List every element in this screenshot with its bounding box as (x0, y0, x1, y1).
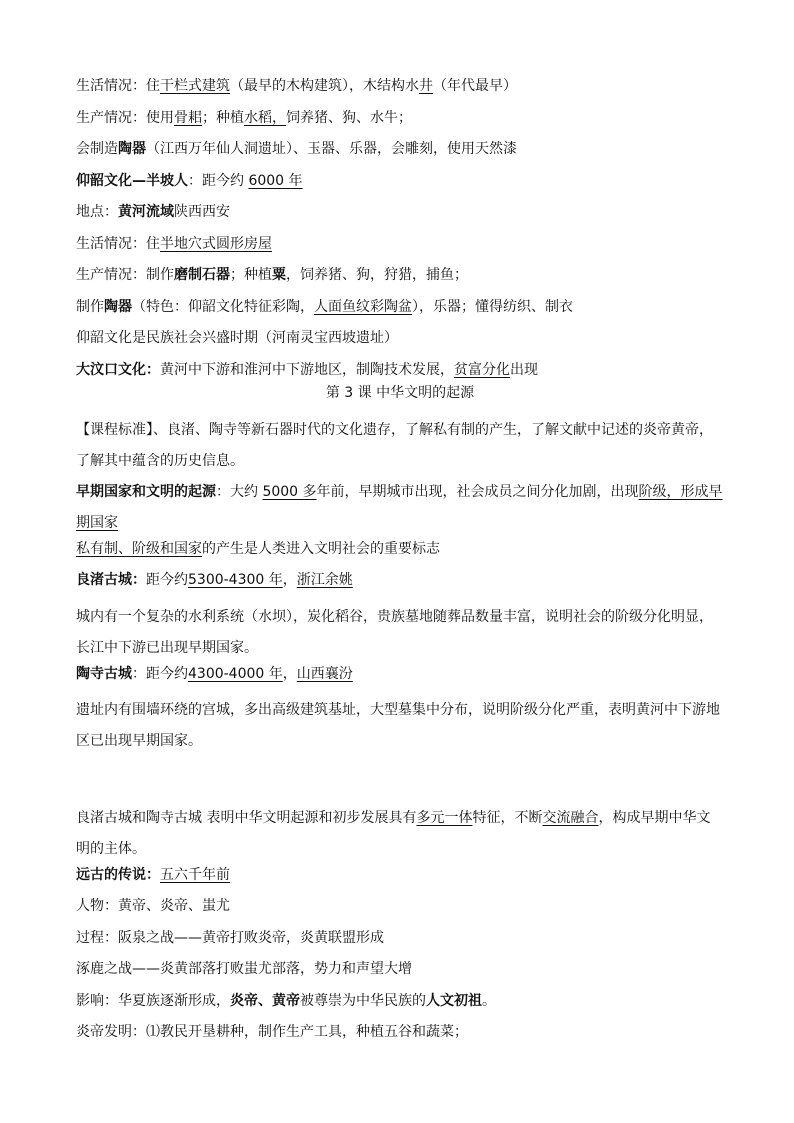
text-line (76, 991, 724, 1011)
text-line (76, 415, 724, 477)
text-run: 涿鹿之战——炎黄部落打败蚩尤部落，势力和声望大增 (76, 961, 412, 977)
text-run: ， (282, 665, 297, 682)
text-run: 人物：黄帝、炎帝、蚩尤 (76, 898, 230, 914)
blank-line (76, 757, 724, 791)
text-run: 过程：阪泉之战——黄帝打败炎帝，炎黄联盟形成 (76, 929, 384, 946)
bold-term: 黄河流域 (118, 204, 174, 220)
text-run: ：大约 (216, 483, 263, 500)
text-run: 生活情况：住 (76, 78, 160, 94)
underlined-text: 干栏式建筑 (160, 78, 230, 94)
text-line (76, 959, 724, 979)
bold-term: 磨制石器 (174, 267, 230, 283)
text-run: 生产情况：制作 (76, 267, 174, 283)
text-line (76, 171, 724, 191)
text-line (76, 76, 724, 96)
text-run: 炎帝发明：⑴教民开垦耕种，制作生产工具，种植五谷和蔬菜； (76, 1024, 468, 1040)
underlined-text: 半地穴式圆形房屋 (160, 235, 272, 252)
underlined-text: 水稻， (244, 109, 286, 126)
text-run: ：距今约 (132, 665, 188, 682)
text-run: 【课程标准】、良渚、陶寺等新石器时代的文化遗存，了解私有制的产生，了解文献中记述的炎帝黄帝，了解其中蕴含的历史信息。 (76, 421, 713, 469)
text-run: 特征，不断 (472, 809, 543, 826)
text-line (76, 360, 724, 380)
underlined-text: 4300-4000 年 (188, 665, 283, 682)
text-run: 距今约 (146, 572, 188, 588)
text-run: 年前，早期城市出现，社会成员之间分化加剧，出现 (316, 483, 639, 500)
bold-term: 陶寺古城 (76, 665, 132, 682)
text-line (76, 328, 724, 348)
text-run: 良渚古城和陶寺古城 表明中华文明起源和初步发展具有 (76, 809, 417, 826)
text-run: 陕西西安 (174, 204, 230, 220)
text-run: 仰韶文化是民族社会兴盛时期（河南灵宝西坡遗址） (76, 330, 398, 346)
text-run: 会制造 (76, 141, 118, 157)
text-line (76, 202, 724, 222)
text-line (76, 664, 724, 684)
underlined-text: 人面鱼纹彩陶盆 (314, 298, 412, 315)
text-run: 生活情况：住 (76, 235, 160, 252)
underlined-text: 骨耜 (174, 109, 202, 126)
text-run: 被尊崇为中华民族的 (300, 992, 426, 1009)
bold-term: 炎帝、黄帝 (230, 992, 300, 1009)
text-line (76, 695, 724, 757)
text-line (76, 928, 724, 948)
text-line (76, 896, 724, 916)
underlined-text: 多元一体 (416, 809, 473, 826)
text-run: 黄河中下游和淮河中下游地区，制陶技术发展， (160, 361, 454, 378)
text-line (76, 570, 724, 590)
text-run: 出现 (510, 361, 538, 378)
text-run: 生产情况：使用 (76, 109, 174, 126)
bold-term: 陶器 (104, 298, 132, 315)
bold-term: 良渚古城： (76, 572, 146, 588)
text-run: 制作 (76, 298, 104, 315)
text-line (76, 265, 724, 285)
text-line (76, 477, 724, 539)
text-run: ：距今约 (188, 172, 249, 189)
text-run: （特色：仰韶文化特征彩陶， (132, 298, 314, 315)
text-run: （江西万年仙人洞遗址）、玉器、乐器，会雕刻，使用天然漆 (146, 141, 517, 157)
document-body (76, 76, 724, 1054)
text-run: ；种植 (230, 267, 272, 283)
text-line (76, 865, 724, 885)
underlined-text: 5300-4300 年 (188, 572, 283, 588)
underlined-text: 5000 多 (262, 483, 317, 500)
text-line (76, 234, 724, 254)
bold-term: 大汶口文化： (76, 361, 160, 378)
text-run: （最早的木构建筑），木结构水 (230, 78, 419, 94)
bold-term: 陶器 (118, 141, 146, 157)
underlined-text: 贫富分化 (454, 361, 510, 378)
text-run: ），乐器；懂得纺织、制衣 (412, 298, 573, 315)
underlined-text: 山西襄汾 (296, 665, 353, 682)
underlined-text: 浙江余姚 (296, 572, 353, 588)
underlined-text: 阶级，形成早期国家 (76, 483, 723, 531)
text-run: ；种植 (202, 109, 244, 126)
underlined-text: 交流融合 (542, 809, 599, 826)
text-run: 地点： (76, 204, 118, 220)
text-run: 影响：华夏族逐渐形成， (76, 992, 230, 1009)
text-line (76, 602, 724, 664)
text-run: （年代最早） (433, 78, 517, 94)
text-line (76, 1022, 724, 1042)
text-run: 城内有一个复杂的水利系统（水坝），炭化稻谷，贵族墓地随葬品数量丰富，说明社会的阶级分化明显，长江中下游已出现早期国家。 (76, 608, 713, 656)
text-run: ，饲养猪、狗，狩猎，捕鱼； (286, 267, 468, 283)
bold-term: 仰韶文化—半坡人 (76, 172, 188, 189)
lesson-title (76, 383, 724, 403)
underlined-text: 6000 年 (248, 172, 303, 189)
text-run: 。 (482, 992, 496, 1009)
text-run: ， (282, 572, 297, 588)
text-run: 第 3 课 中华文明的起源 (325, 385, 475, 401)
underlined-text: 井 (419, 78, 433, 94)
text-line (76, 108, 724, 128)
text-line (76, 297, 724, 317)
text-run: 遗址内有围墙环绕的宫城，多出高级建筑基址，大型墓集中分布，说明阶级分化严重，表明黄河中下游地区已出现早期国家。 (76, 702, 720, 749)
bold-term: 早期国家和文明的起源 (76, 483, 216, 500)
text-run: ，构成早期中华文明的主体。 (76, 809, 711, 857)
underlined-text: 五六千年前 (160, 866, 230, 883)
bold-term: 远古的传说： (76, 866, 160, 883)
text-run: 饲养猪、狗、水牛； (286, 109, 412, 126)
bold-term: 人文初祖 (426, 992, 482, 1009)
text-run: 的产生是人类进入文明社会的重要标志 (202, 540, 440, 557)
bold-term: 粟 (272, 267, 286, 283)
text-line (76, 803, 724, 865)
underlined-text: 私有制、阶级和国家 (76, 540, 202, 557)
text-line (76, 139, 724, 159)
text-line (76, 539, 724, 559)
